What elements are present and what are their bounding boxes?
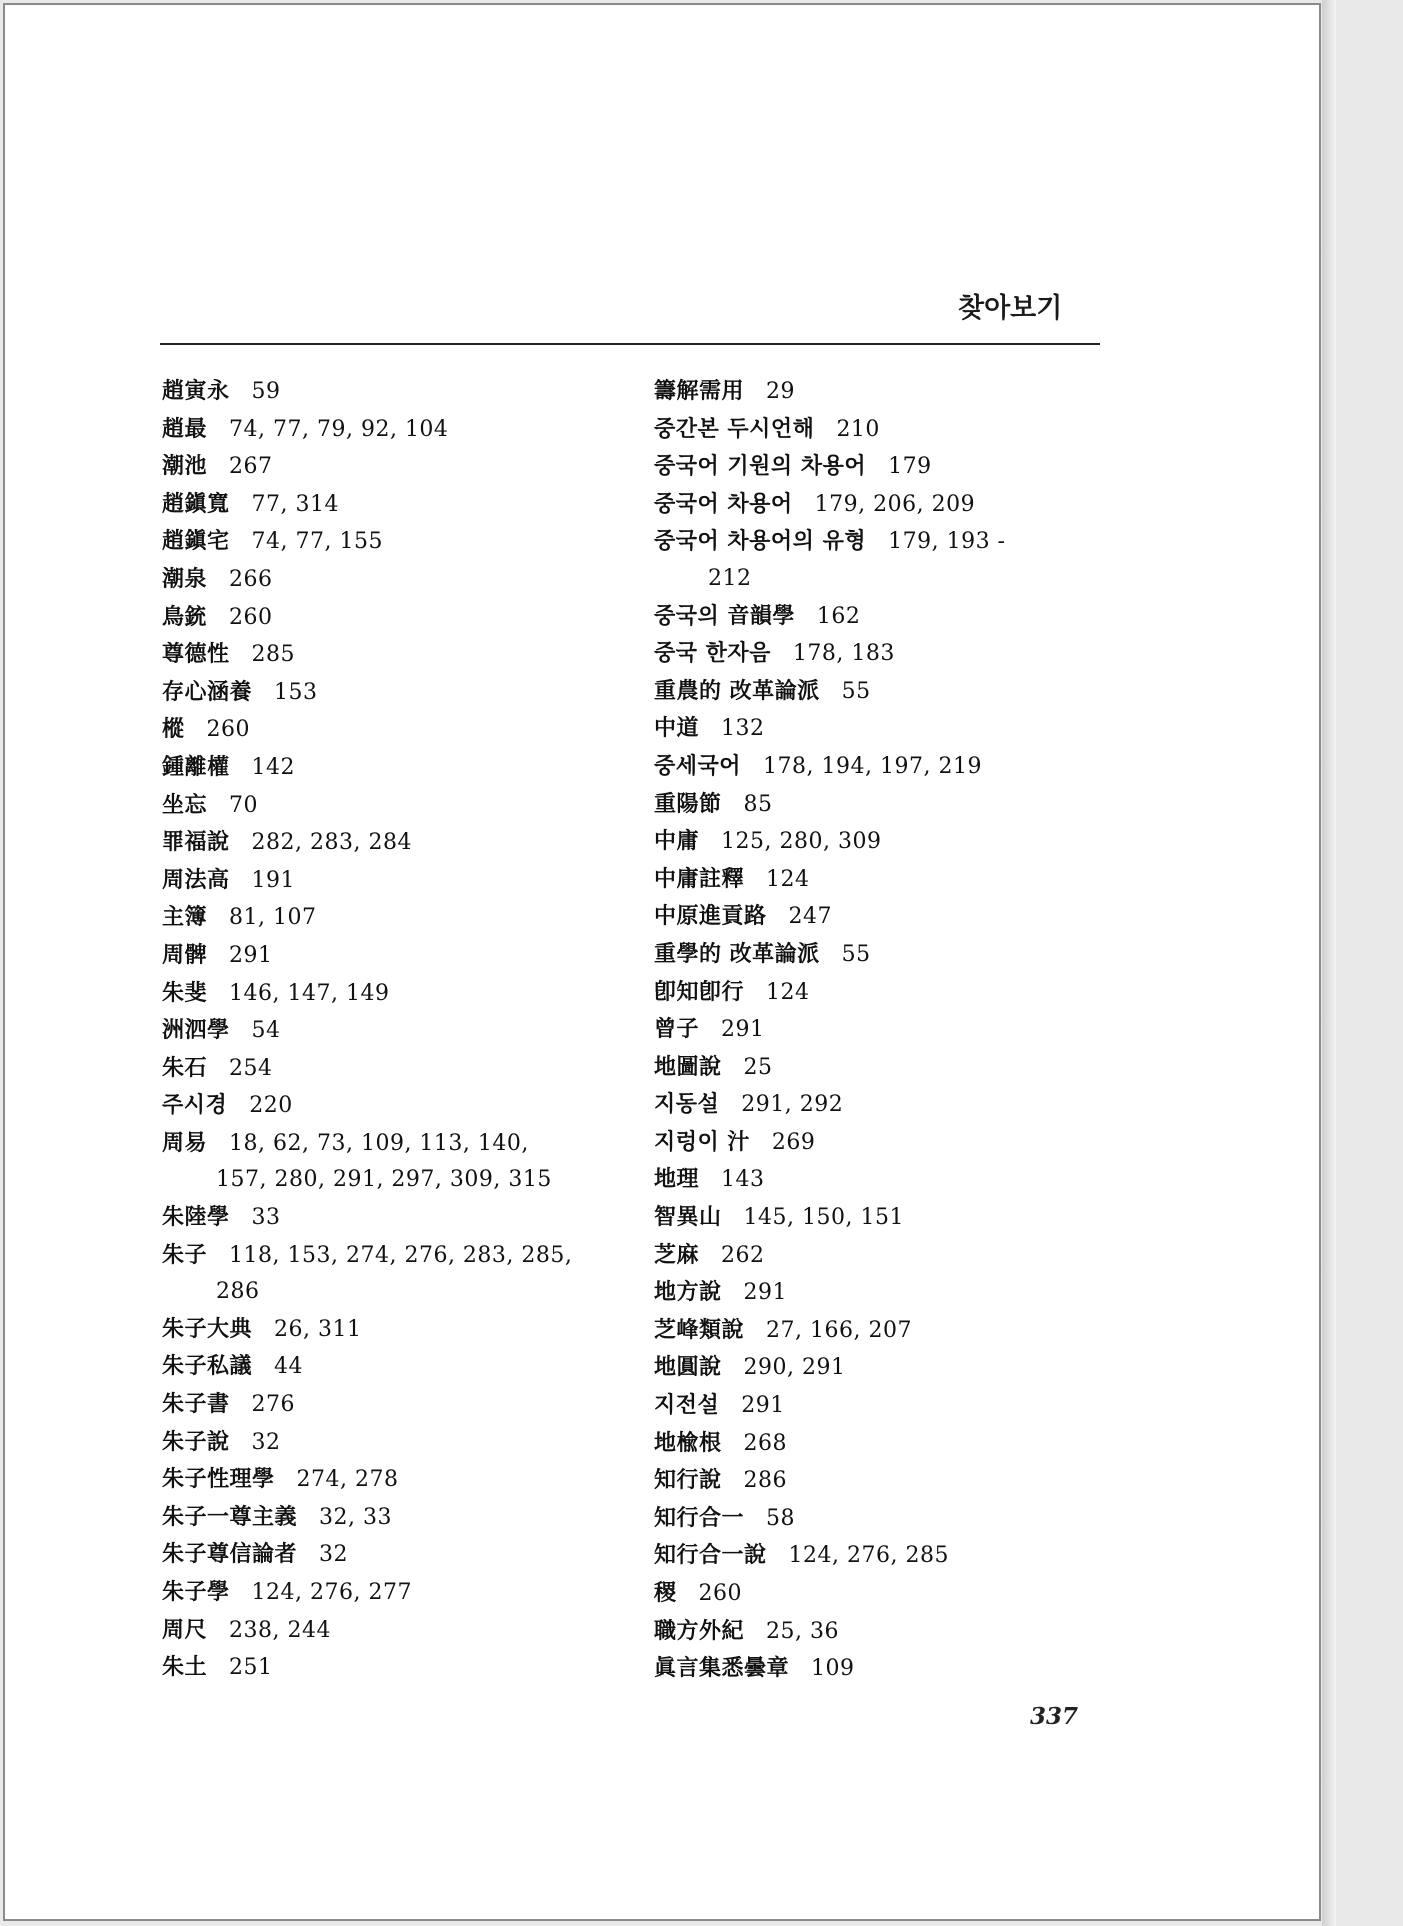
index-term: 趙寅永 <box>162 378 230 404</box>
index-term: 중국어 차용어 <box>654 490 793 517</box>
index-pages: 247 <box>788 904 833 930</box>
index-term: 朱子大典 <box>162 1315 253 1342</box>
index-entry <box>654 710 1134 748</box>
index-pages: 74, 77, 155 <box>251 529 383 555</box>
index-entry <box>162 937 642 975</box>
index-pages: 274, 278 <box>296 1467 399 1493</box>
index-entry <box>654 748 1134 786</box>
index-term: 稷 <box>654 1580 677 1606</box>
index-entry <box>654 635 1134 673</box>
page-number: 337 <box>1030 1703 1079 1730</box>
page-title: 찾아보기 <box>958 293 1063 324</box>
index-entry <box>162 749 642 787</box>
index-entry <box>162 1311 642 1349</box>
index-entry <box>654 1312 1134 1350</box>
index-term: 樅 <box>162 716 185 743</box>
index-term: 坐忘 <box>162 791 208 818</box>
index-entry <box>162 787 642 825</box>
index-entry <box>162 1199 642 1237</box>
index-pages: 55 <box>841 941 871 967</box>
index-pages: 254 <box>229 1055 273 1081</box>
index-term: 朱子書 <box>162 1391 230 1418</box>
index-term: 鍾離權 <box>162 753 230 780</box>
index-entry <box>654 1049 1134 1087</box>
index-entry <box>162 1612 642 1650</box>
index-pages: 291, 292 <box>741 1092 844 1118</box>
index-entry <box>162 1574 642 1612</box>
index-entry <box>654 823 1134 861</box>
index-term: 地圖說 <box>654 1053 722 1080</box>
index-pages: 58 <box>766 1505 796 1531</box>
index-pages: 74, 77, 79, 92, 104 <box>229 416 449 442</box>
index-pages: 124 <box>766 979 810 1005</box>
index-term: 趙最 <box>162 415 208 442</box>
index-pages: 179 <box>888 454 932 480</box>
index-term: 朱子 <box>162 1241 208 1268</box>
index-pages: 260 <box>206 717 251 743</box>
index-term: 중국어 차용어의 유형 <box>654 528 867 555</box>
index-entry <box>162 975 642 1013</box>
index-entry <box>654 1199 1134 1237</box>
index-term: 地楡根 <box>654 1429 722 1456</box>
index-entry <box>654 1425 1134 1463</box>
index-term: 朱土 <box>162 1654 208 1681</box>
index-term: 知行說 <box>654 1467 722 1494</box>
index-pages: 18, 62, 73, 109, 113, 140, <box>229 1130 529 1156</box>
index-pages: 286 <box>743 1468 788 1494</box>
index-term: 朱子一尊主義 <box>162 1503 298 1530</box>
index-term: 眞言集悉曇章 <box>654 1655 790 1682</box>
index-term: 潮池 <box>162 453 208 480</box>
index-pages: 266 <box>229 566 273 592</box>
index-pages: 291 <box>743 1280 788 1306</box>
index-pages: 32 <box>251 1429 281 1455</box>
index-pages: 267 <box>229 454 273 480</box>
index-pages: 32, 33 <box>319 1504 392 1530</box>
index-entry <box>162 636 642 674</box>
header-divider <box>160 343 1100 345</box>
index-entry <box>162 1536 642 1574</box>
index-term: 潮泉 <box>162 565 208 592</box>
index-term: 지동설 <box>654 1091 720 1118</box>
index-pages: 59 <box>251 379 281 404</box>
index-term: 知行合一 <box>654 1504 745 1531</box>
index-pages: 260 <box>698 1581 743 1606</box>
index-entry <box>162 824 642 862</box>
index-term: 朱子說 <box>162 1428 230 1455</box>
index-pages: 25, 36 <box>766 1618 839 1644</box>
index-term: 職方外紀 <box>654 1617 745 1644</box>
index-term: 朱斐 <box>162 979 208 1006</box>
index-term: 尊德性 <box>162 641 230 668</box>
index-term: 中原進貢路 <box>654 903 767 930</box>
index-term: 中庸註釋 <box>654 865 745 892</box>
index-entry <box>654 786 1134 824</box>
index-term: 朱陸學 <box>162 1204 230 1231</box>
index-entry <box>162 899 642 937</box>
index-entry <box>654 1237 1134 1275</box>
index-pages: 238, 244 <box>229 1617 331 1643</box>
index-term: 重陽節 <box>654 790 722 817</box>
index-pages: 178, 183 <box>792 641 895 667</box>
index-entry <box>654 1349 1134 1387</box>
index-term: 中道 <box>654 715 700 742</box>
index-entry <box>162 1012 642 1050</box>
index-entry <box>162 1050 642 1088</box>
index-term: 朱子性理學 <box>162 1466 275 1493</box>
index-entry <box>162 411 642 449</box>
index-pages: 54 <box>251 1018 281 1044</box>
index-term: 地方說 <box>654 1279 722 1306</box>
index-term: 鳥銃 <box>162 603 208 630</box>
index-pages: 268 <box>743 1430 788 1456</box>
index-pages: 26, 311 <box>274 1316 362 1342</box>
index-term: 中庸 <box>654 828 700 855</box>
index-term: 朱子尊信論者 <box>162 1541 298 1568</box>
index-pages-continued: 286 <box>216 1279 260 1305</box>
index-pages: 27, 166, 207 <box>766 1317 912 1343</box>
index-pages: 143 <box>721 1167 765 1193</box>
index-pages: 70 <box>229 792 259 818</box>
index-entry <box>654 1537 1134 1575</box>
index-pages: 191 <box>251 867 296 893</box>
index-pages: 142 <box>251 754 296 780</box>
index-entry <box>162 561 642 599</box>
index-term: 周尺 <box>162 1616 208 1643</box>
index-pages: 125, 280, 309 <box>721 829 882 855</box>
index-term: 중국의 音韻學 <box>654 602 795 629</box>
index-pages: 124, 276, 277 <box>251 1580 412 1605</box>
index-entry <box>162 486 642 524</box>
index-entry <box>654 974 1134 1012</box>
index-entry <box>162 862 642 900</box>
index-pages: 251 <box>229 1655 273 1681</box>
index-entry <box>654 861 1134 899</box>
index-entry <box>654 1011 1134 1049</box>
index-term: 主簿 <box>162 904 208 931</box>
index-entry <box>654 1086 1134 1124</box>
index-pages: 291 <box>741 1393 785 1419</box>
index-term: 洲泗學 <box>162 1017 230 1044</box>
index-entry <box>654 936 1134 974</box>
index-term: 주시경 <box>162 1092 228 1119</box>
index-term: 卽知卽行 <box>654 978 745 1005</box>
index-pages-continued: 212 <box>708 565 752 591</box>
index-entry <box>654 486 1134 524</box>
index-pages: 276 <box>251 1392 296 1418</box>
index-pages: 291 <box>229 942 273 968</box>
index-term: 지렁이 汁 <box>654 1128 750 1155</box>
index-term: 중간본 두시언해 <box>654 415 815 442</box>
index-entry <box>654 523 1134 597</box>
index-pages: 210 <box>836 416 880 442</box>
index-entry <box>162 448 642 486</box>
index-term: 朱子私議 <box>162 1353 253 1380</box>
index-term: 朱子學 <box>162 1579 230 1605</box>
index-term: 重農的 改革論派 <box>654 677 820 704</box>
index-entry <box>654 898 1134 936</box>
index-entry <box>162 1386 642 1424</box>
index-pages: 269 <box>771 1129 816 1155</box>
index-entry <box>654 1124 1134 1162</box>
page-edge-shadow <box>1322 0 1336 1926</box>
index-entry <box>162 1649 642 1687</box>
index-column-right <box>654 373 1134 1688</box>
index-pages: 220 <box>249 1093 293 1119</box>
index-entry <box>654 1462 1134 1500</box>
index-term: 趙鎭宅 <box>162 528 230 555</box>
index-entry <box>162 711 642 749</box>
index-pages: 109 <box>811 1656 855 1682</box>
index-entry <box>654 1613 1134 1651</box>
index-pages: 262 <box>721 1242 765 1268</box>
index-term: 知行合一說 <box>654 1542 767 1569</box>
index-pages: 44 <box>274 1354 304 1380</box>
index-entry <box>162 1087 642 1125</box>
index-pages: 153 <box>274 679 318 705</box>
index-pages-continued: 157, 280, 291, 297, 309, 315 <box>216 1167 552 1193</box>
index-pages: 146, 147, 149 <box>229 980 390 1006</box>
index-term: 중국 한자음 <box>654 640 771 667</box>
index-pages: 132 <box>721 716 765 742</box>
index-entry <box>162 1499 642 1537</box>
index-term: 趙鎭寬 <box>162 490 230 517</box>
index-term: 存心涵養 <box>162 678 253 705</box>
index-entry <box>654 373 1134 411</box>
index-pages: 145, 150, 151 <box>743 1205 904 1231</box>
index-pages: 81, 107 <box>229 905 317 931</box>
index-pages: 33 <box>251 1205 281 1231</box>
index-pages: 291 <box>721 1017 765 1043</box>
index-term: 地圓說 <box>654 1354 722 1381</box>
index-pages: 55 <box>841 678 871 704</box>
index-pages: 162 <box>816 603 861 629</box>
index-entry <box>162 523 642 561</box>
index-entry <box>162 1125 642 1199</box>
index-entry <box>654 1387 1134 1425</box>
index-pages: 85 <box>743 791 773 817</box>
index-term: 重學的 改革論派 <box>654 940 820 967</box>
index-entry <box>654 598 1134 636</box>
index-entry <box>654 1575 1134 1613</box>
index-term: 중세국어 <box>654 752 742 779</box>
index-pages: 290, 291 <box>743 1355 846 1381</box>
index-entry <box>162 1461 642 1499</box>
index-entry <box>162 1237 642 1311</box>
index-pages: 77, 314 <box>251 491 339 517</box>
index-term: 중국어 기원의 차용어 <box>654 453 867 480</box>
index-term: 周髀 <box>162 941 208 968</box>
index-term: 芝峰類說 <box>654 1316 745 1343</box>
index-entry <box>162 1424 642 1462</box>
index-pages: 29 <box>766 379 796 404</box>
index-pages: 32 <box>319 1542 349 1568</box>
index-term: 罪福說 <box>162 829 230 856</box>
index-entry <box>162 674 642 712</box>
index-entry <box>162 599 642 637</box>
index-entry <box>654 411 1134 449</box>
index-pages: 178, 194, 197, 219 <box>763 753 982 779</box>
index-entry <box>162 373 642 411</box>
index-pages: 25 <box>743 1054 773 1080</box>
index-term: 曾子 <box>654 1016 700 1043</box>
index-pages: 179, 206, 209 <box>814 491 976 517</box>
index-term: 周法高 <box>162 866 230 893</box>
index-entry <box>654 1274 1134 1312</box>
index-pages: 118, 153, 274, 276, 283, 285, <box>229 1242 573 1268</box>
index-term: 지전설 <box>654 1392 720 1419</box>
index-term: 朱石 <box>162 1054 208 1081</box>
index-pages: 285 <box>251 642 296 668</box>
index-entry <box>654 1161 1134 1199</box>
index-entry <box>654 673 1134 711</box>
index-pages: 124, 276, 285 <box>788 1543 949 1569</box>
index-term: 籌解需用 <box>654 378 745 404</box>
index-term: 智異山 <box>654 1204 722 1231</box>
index-pages: 179, 193 - <box>888 529 1006 555</box>
index-pages: 282, 283, 284 <box>251 830 412 856</box>
index-entry <box>162 1348 642 1386</box>
index-term: 芝麻 <box>654 1241 700 1268</box>
index-entry <box>654 1500 1134 1538</box>
index-entry <box>654 448 1134 486</box>
index-term: 周易 <box>162 1129 208 1156</box>
index-term: 地理 <box>654 1166 700 1193</box>
index-column-left <box>162 373 642 1687</box>
index-pages: 260 <box>229 604 273 630</box>
index-entry <box>654 1650 1134 1688</box>
index-pages: 124 <box>766 866 810 892</box>
